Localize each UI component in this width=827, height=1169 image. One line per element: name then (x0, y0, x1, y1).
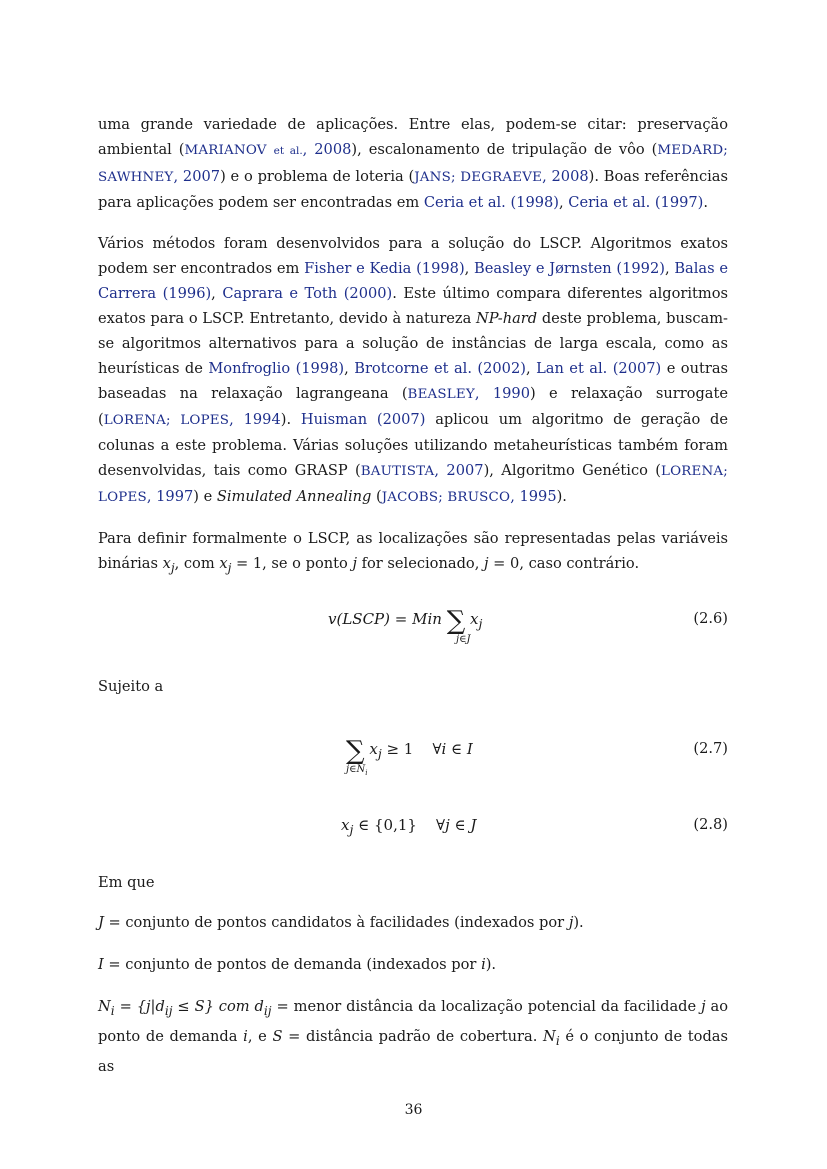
sum-symbol: ∑ (446, 606, 466, 636)
citation-ceria-1998[interactable]: Ceria et al. (1998) (423, 194, 559, 211)
citation-brotcorne[interactable]: Brotcorne et al. (2002) (354, 360, 526, 377)
citation-fisher[interactable]: Fisher e Kedia (1998) (304, 260, 465, 277)
paragraph-applications: uma grande variedade de aplicações. Entre elas, podem-se citar: preservação ambiental (MARIANOV et al., 2008), escalonamento de tripulação de vôo (MEDARD; SAWHNEY, 2007) e o problema de loteria (JANS; DEGRAEVE, 2008). Boas referências para aplicações podem ser encontradas em Ceria et al. (1998), Ceria et al. (1997). (98, 116, 728, 211)
citation-medard[interactable]: MEDARD; SAWHNEY, 2007 (98, 143, 728, 185)
citation-bautista[interactable]: BAUTISTA, 2007 (360, 462, 484, 479)
equation-condition: ∀i ∈ I (432, 740, 473, 758)
equation-lhs: v(LSCP) = Min (328, 610, 442, 628)
simulated-annealing-term: Simulated Annealing (216, 488, 372, 505)
text: ), escalonamento de tripulação de vôo ( (351, 141, 658, 158)
paragraph-definition: Para definir formalmente o LSCP, as localizações são representadas pelas variáveis binárias $x_j$, com $x_j = 1$, se o ponto j for selecionado, j = 0, caso contrário. (98, 530, 728, 575)
text: uma grande variedade de aplicações. Entre elas, podem-se citar: preservação ambiental ( (98, 116, 728, 158)
citation-ceria-1997[interactable]: Ceria et al. (1997) (568, 194, 704, 211)
citation-beasley-1990[interactable]: BEASLEY, 1990 (407, 385, 531, 402)
definition-I: I = conjunto de pontos de demanda (indexados por i). (98, 956, 497, 973)
citation-jans[interactable]: JANS; DEGRAEVE, 2008 (414, 168, 589, 185)
definition-J: J = conjunto de pontos candidatos à facilidades (indexados por j). (98, 914, 584, 931)
citation-lan[interactable]: Lan et al. (2007) (536, 360, 662, 377)
citation-beasley-jornsten[interactable]: Beasley e Jørnsten (1992) (474, 260, 665, 277)
page-body (98, 112, 729, 1075)
sum-index: j∈J (456, 634, 471, 645)
citation-huisman[interactable]: Huisman (2007) (300, 411, 426, 428)
sujeito-label: Sujeito a (98, 678, 164, 695)
citation-lorena-1997[interactable]: LORENA; LOPES, 1997 (98, 464, 729, 505)
equation-number: (2.7) (693, 740, 728, 757)
definition-N: $N_i = \{j|d_{ij} \le S\}$ com $d_{ij}$ = menor distância da localização potencial da facilidade j ao ponto de demanda i, e S = distância padrão de cobertura. $N_i$ é o conjunto de todas as (98, 998, 729, 1075)
citation-marianov[interactable]: MARIANOV et al., 2008 (184, 141, 352, 158)
sum-symbol: ∑ (346, 736, 365, 766)
equation-condition: ∀j ∈ J (436, 816, 477, 834)
citation-balas[interactable]: Balas e Carrera (1996) (98, 260, 728, 302)
equation-number: (2.6) (693, 610, 728, 627)
citation-monfroglio[interactable]: Monfroglio (1998) (208, 360, 345, 377)
equation-2-6: v(LSCP) = Min ∑ $x_j$ j∈J (2.6) (328, 606, 728, 645)
equation-number: (2.8) (693, 816, 728, 833)
equation-2-8: $x_j$ ∈ {0,1} ∀j ∈ J (2.8) (341, 816, 728, 837)
text: ). Boas referências para aplicações podem ser encontradas em (98, 168, 728, 211)
em-que-label: Em que (98, 874, 155, 891)
np-hard-term: NP-hard (475, 310, 538, 327)
text: ) e o problema de loteria ( (220, 168, 415, 185)
citation-jacobs[interactable]: JACOBS; BRUSCO, 1995 (381, 488, 557, 505)
citation-lorena-1994[interactable]: LORENA; LOPES, 1994 (103, 411, 281, 428)
page-number: 36 (404, 1102, 423, 1118)
sum-index: $j\in N_i$ (346, 764, 368, 777)
equation-2-7: ∑ $x_j \ge 1$ ∀i ∈ I $j\in N_i$ (2.7) (346, 736, 728, 777)
citation-caprara[interactable]: Caprara e Toth (2000) (222, 285, 393, 302)
paragraph-methods: Vários métodos foram desenvolvidos para a solução do LSCP. Algoritmos exatos podem ser encontrados em Fisher e Kedia (1998), Beasley e Jørnsten (1992), Balas e Carrera (1996), Caprara e Toth (2000). Este último compara diferentes algoritmos exatos para o LSCP. Entretanto, devido à natureza NP-hard deste problema, buscam-se algoritmos alternativos para a solução de instâncias de larga escala, como as heurísticas de Monfroglio (1998), Brotcorne et al. (2002), Lan et al. (2007) e outras baseadas na relaxação lagrangeana (BEASLEY, 1990) e relaxação surrogate (LORENA; LOPES, 1994). Huisman (2007) aplicou um algoritmo de geração de colunas a este problema. Várias soluções utilizando metaheurísticas também foram desenvolvidas, tais como GRASP (BAUTISTA, 2007), Algoritmo Genético (LORENA; LOPES, 1997) e Simulated Annealing (JACOBS; BRUSCO, 1995). (98, 235, 729, 505)
